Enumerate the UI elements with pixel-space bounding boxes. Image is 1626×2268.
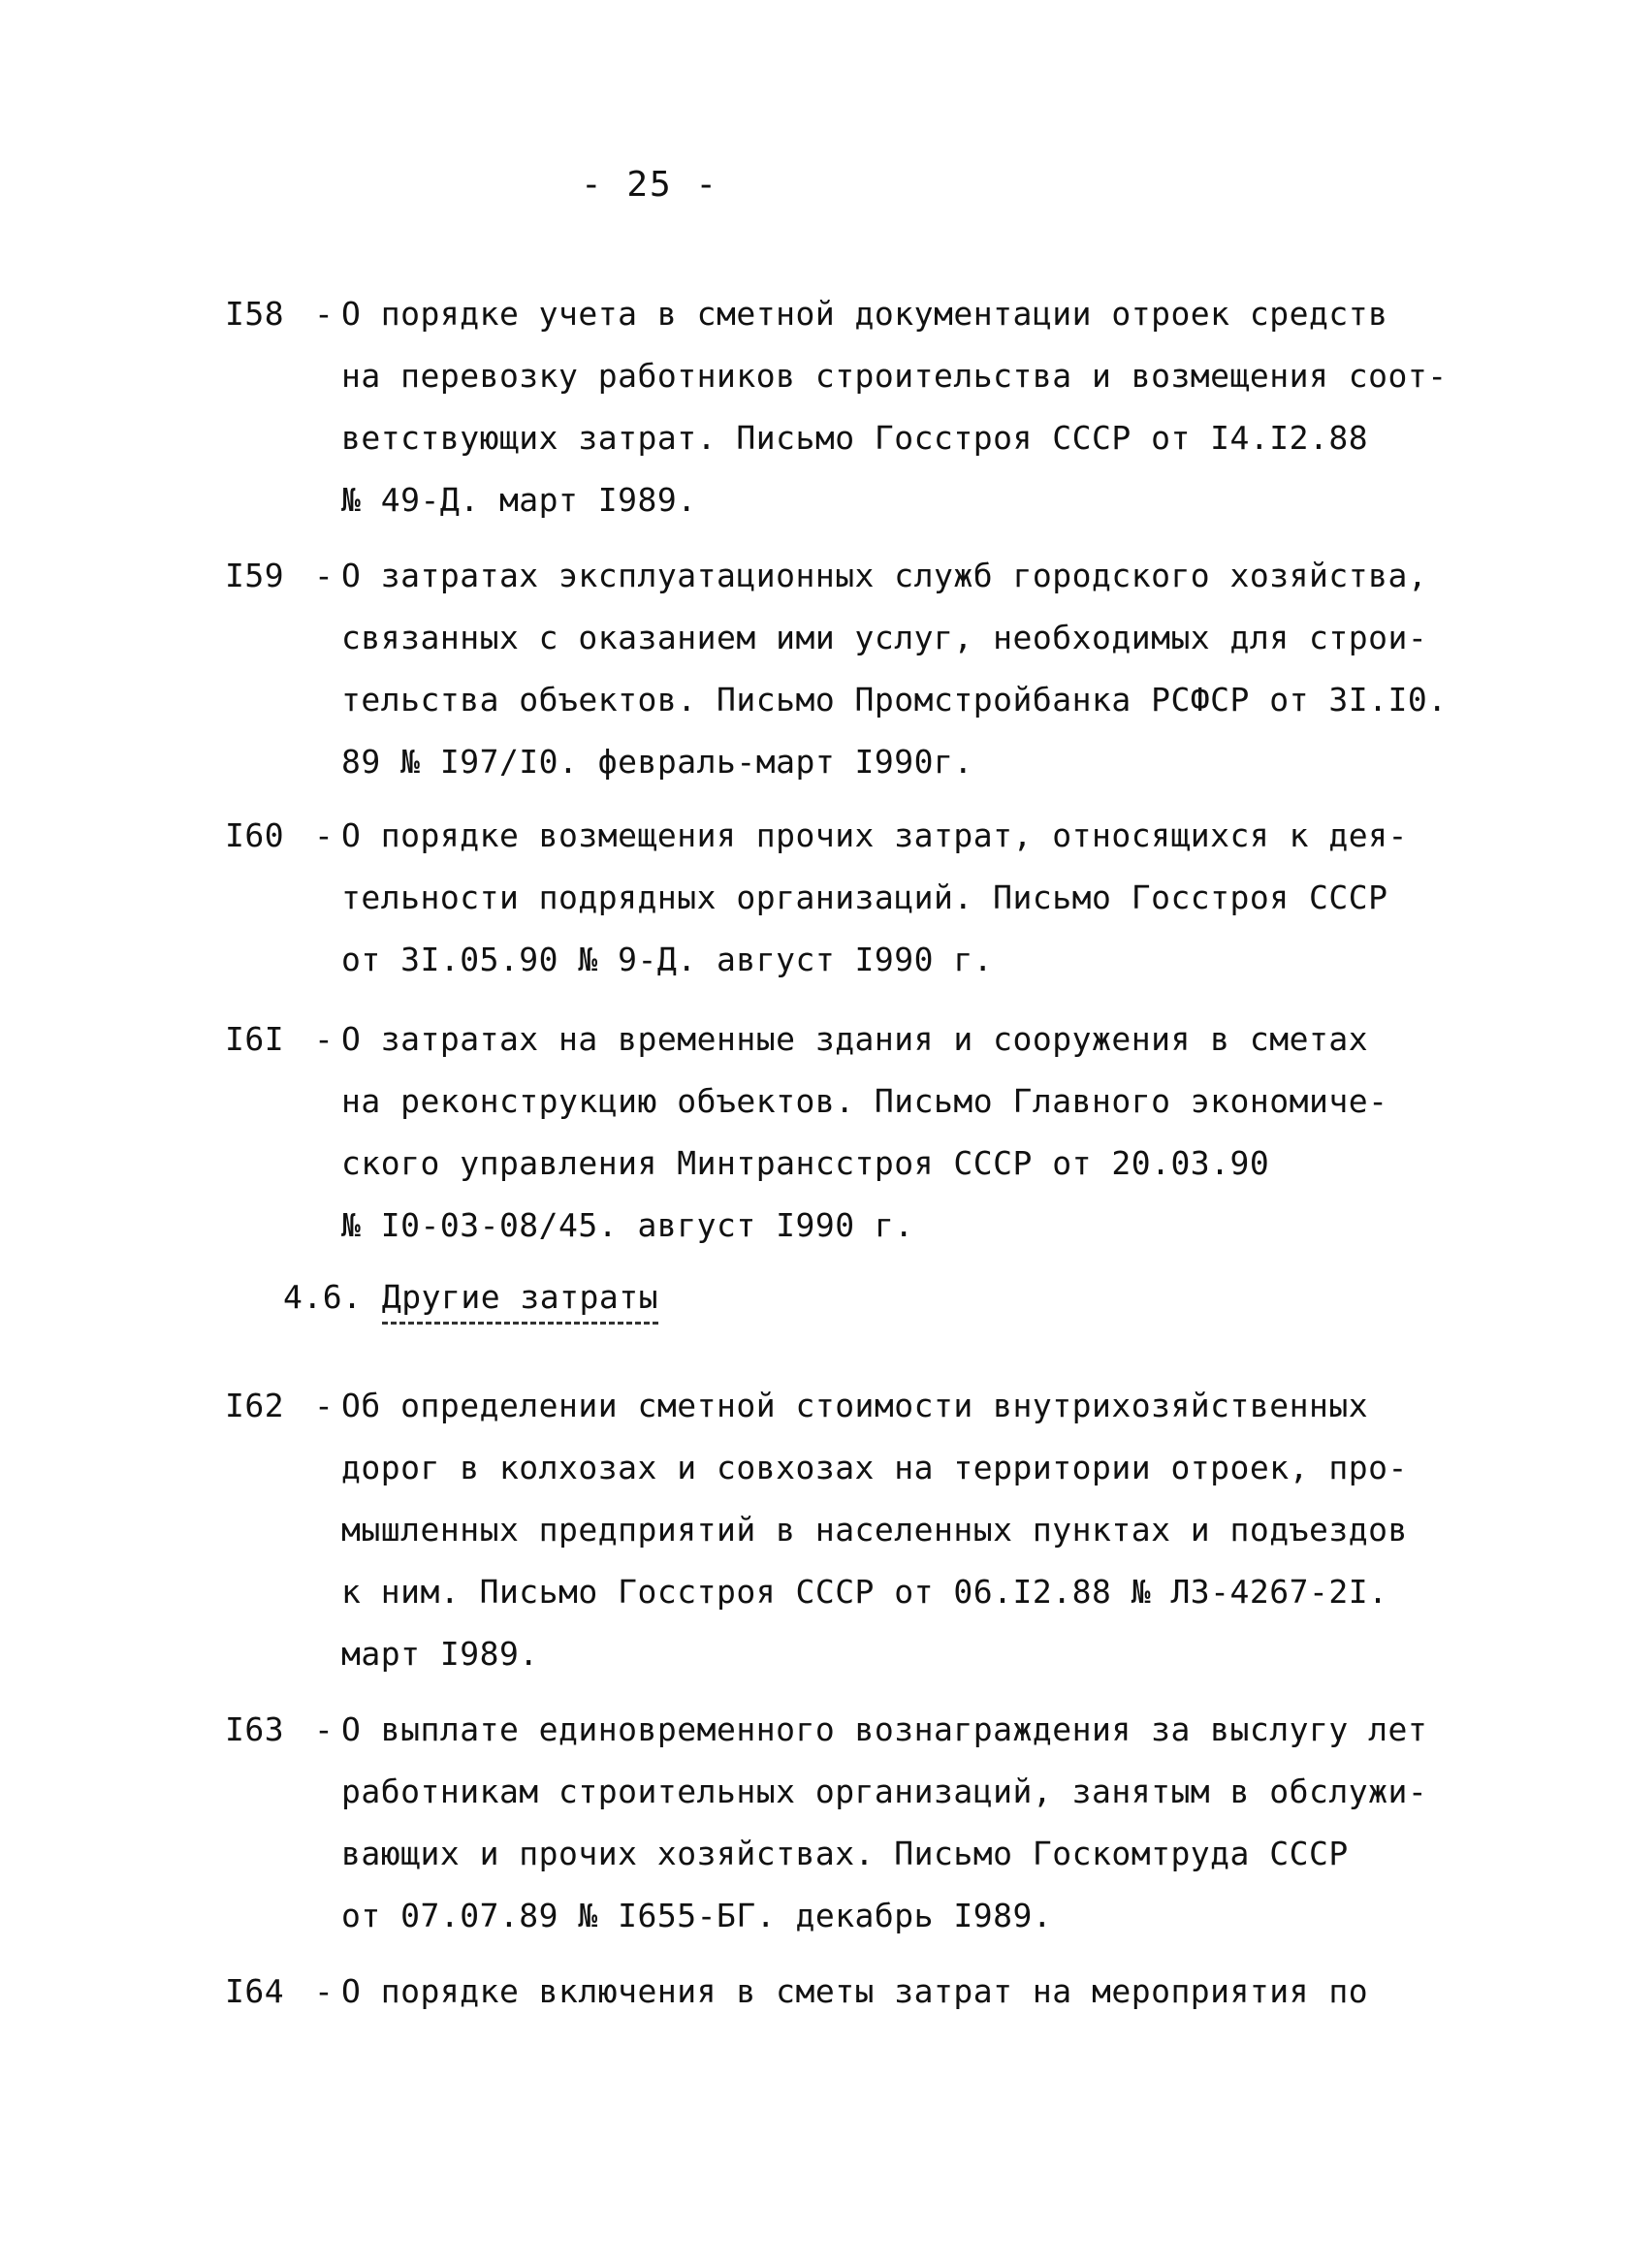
entry-number: I63 [225,1710,285,1748]
section-number: 4.6. [283,1278,363,1316]
entry-dash: - [314,1020,335,1058]
page-number: - 25 - [580,165,719,205]
entry-text-line: связанных с оказанием ими услуг, необходимых для строи- [341,619,1428,656]
entry-text-line: от 07.07.89 № I655-БГ. декабрь I989. [341,1897,1053,1934]
entry-text-line: на перевозку работников строительства и возмещения соот- [341,357,1448,395]
entry-text-line: № 49-Д. март I989. [341,481,697,519]
entry-number: I62 [225,1387,285,1424]
entry-dash: - [314,816,335,854]
entry-text-line: тельности подрядных организаций. Письмо Госстроя СССР [341,878,1388,916]
entry-number: I60 [225,816,285,854]
entry-text-line: ского управления Минтрансстроя СССР от 20.03.90 [341,1144,1270,1182]
list-item [225,1699,1427,1947]
list-item [225,1961,1427,2023]
entry-text-line: на реконструкцию объектов. Письмо Главного экономиче- [341,1082,1388,1120]
entry-dash: - [314,557,335,594]
section-title: Другие затраты [382,1278,658,1325]
entry-dash: - [314,1387,335,1424]
entry-text-line: к ним. Письмо Госстроя СССР от 06.I2.88 № ЛЗ-4267-2I. [341,1573,1388,1611]
entry-text-line: ветствующих затрат. Письмо Госстроя СССР от I4.I2.88 [341,419,1369,457]
entry-text-line: О порядке включения в сметы затрат на мероприятия по [341,1972,1369,2010]
list-item [225,805,1427,991]
entry-number: I6I [225,1020,285,1058]
entry-text-line: Об определении сметной стоимости внутрихозяйственных [341,1387,1369,1424]
entry-text-line: дорог в колхозах и совхозах на территории отроек, про- [341,1449,1408,1486]
list-item [225,1375,1427,1685]
list-item [225,283,1448,531]
entry-dash: - [314,295,335,333]
entry-text-line: О порядке возмещения прочих затрат, относящихся к дея- [341,816,1408,854]
entry-text-line: 89 № I97/I0. февраль-март I990г. [341,743,973,781]
entry-text-line: № I0-03-08/45. август I990 г. [341,1206,914,1244]
entry-text-line: от ЗI.05.90 № 9-Д. август I990 г. [341,941,994,978]
entry-text-line: вающих и прочих хозяйствах. Письмо Госкомтруда СССР [341,1835,1349,1872]
entry-dash: - [314,1710,335,1748]
entry-number: I58 [225,295,285,333]
entry-text-line: О выплате единовременного вознаграждения за выслугу лет [341,1710,1428,1748]
entry-text-line: мышленных предприятий в населенных пунктах и подъездов [341,1511,1408,1549]
list-item [225,545,1448,793]
entry-dash: - [314,1972,335,2010]
list-item [225,1008,1427,1257]
entry-text-line: О затратах на временные здания и сооружения в сметах [341,1020,1369,1058]
entry-text-line: март I989. [341,1635,539,1673]
entry-text-line: тельства объектов. Письмо Промстройбанка РСФСР от ЗI.I0. [341,681,1448,719]
entry-number: I64 [225,1972,285,2010]
section-heading [283,1278,658,1325]
entry-text-line: О порядке учета в сметной документации отроек средств [341,295,1388,333]
entry-text-line: работникам строительных организаций, занятым в обслужи- [341,1773,1428,1810]
entry-text-line: О затратах эксплуатационных служб городского хозяйства, [341,557,1428,594]
entry-number: I59 [225,557,285,594]
